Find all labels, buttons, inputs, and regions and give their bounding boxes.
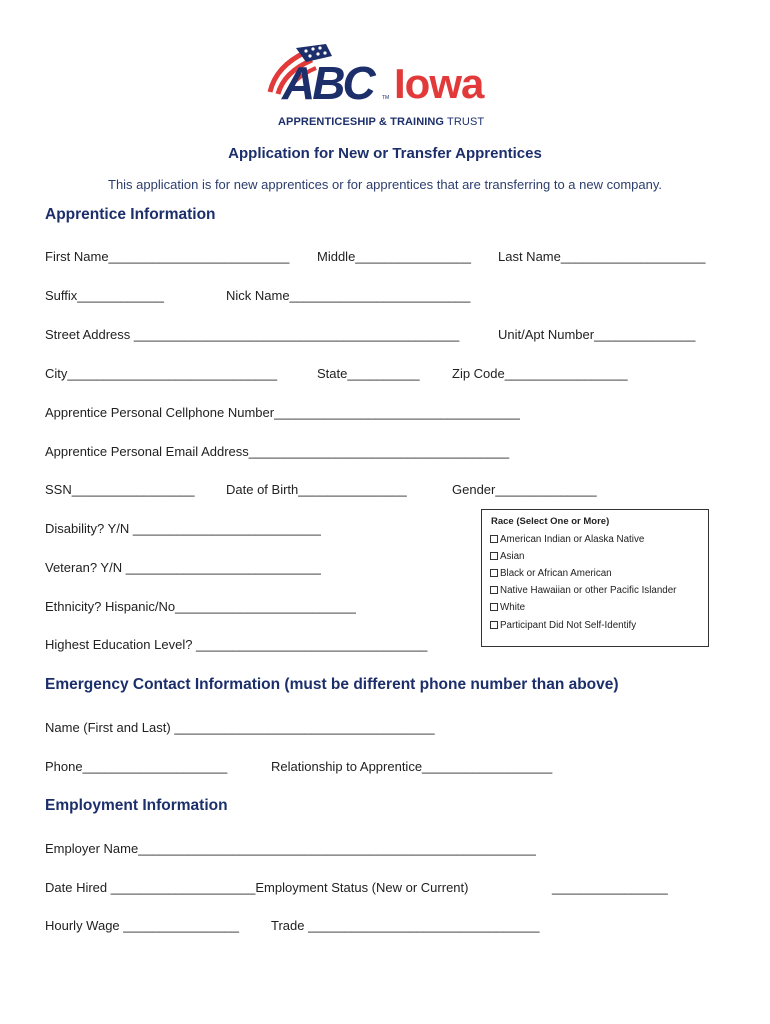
employer-name-field[interactable]: Employer Name_______________________________________________________ — [45, 841, 536, 856]
email-field[interactable]: Apprentice Personal Email Address____________________________________ — [45, 444, 510, 459]
race-option[interactable] — [490, 534, 644, 545]
suffix-field[interactable]: Suffix____________ — [45, 288, 165, 303]
race-title: Race (Select One or More) — [491, 516, 610, 527]
race-option[interactable] — [490, 620, 636, 631]
emergency-name-field[interactable]: Name (First and Last) ____________________________________ — [45, 720, 435, 735]
middle-name-field[interactable]: Middle________________ — [317, 249, 471, 264]
date-hired-field[interactable]: Date Hired ____________________Employment Status (New or Current) — [45, 880, 469, 895]
race-option[interactable] — [490, 551, 525, 562]
logo-abc-text: ABC — [282, 57, 373, 109]
checkbox-icon[interactable] — [490, 552, 498, 560]
logo-trademark: TM — [382, 95, 390, 101]
logo-subtitle-light: TRUST — [444, 116, 485, 128]
race-option-label: American Indian or Alaska Native — [500, 534, 645, 545]
gender-field[interactable]: Gender______________ — [452, 482, 597, 497]
section-heading-apprentice: Apprentice Information — [45, 206, 216, 223]
race-option[interactable] — [490, 602, 525, 613]
checkbox-icon[interactable] — [490, 603, 498, 611]
employment-status-field[interactable]: ________________ — [552, 880, 668, 895]
checkbox-icon[interactable] — [490, 586, 498, 594]
ethnicity-field[interactable]: Ethnicity? Hispanic/No_________________________ — [45, 599, 356, 614]
veteran-field[interactable]: Veteran? Y/N ___________________________ — [45, 560, 321, 575]
state-field[interactable]: State__________ — [317, 366, 420, 381]
race-selection-box — [481, 509, 709, 647]
education-field[interactable]: Highest Education Level? ________________________________ — [45, 637, 428, 652]
intro-text: This application is for new apprentices or for apprentices that are transferring to a new company. — [108, 177, 662, 192]
race-option[interactable] — [490, 585, 676, 596]
relationship-field[interactable]: Relationship to Apprentice__________________ — [271, 759, 553, 774]
emergency-phone-field[interactable]: Phone____________________ — [45, 759, 228, 774]
last-name-field[interactable]: Last Name____________________ — [498, 249, 706, 264]
section-heading-employment: Employment Information — [45, 797, 228, 814]
unit-apt-field[interactable]: Unit/Apt Number______________ — [498, 327, 696, 342]
hourly-wage-field[interactable]: Hourly Wage ________________ — [45, 918, 239, 933]
section-heading-emergency: Emergency Contact Information (must be different phone number than above) — [45, 676, 619, 693]
checkbox-icon[interactable] — [490, 621, 498, 629]
race-option-label: Participant Did Not Self-Identify — [500, 620, 637, 631]
street-address-field[interactable]: Street Address _____________________________________________ — [45, 327, 460, 342]
checkbox-icon[interactable] — [490, 569, 498, 577]
race-option-label: White — [500, 602, 526, 613]
page-title: Application for New or Transfer Apprentices — [228, 145, 542, 162]
date-of-birth-field[interactable]: Date of Birth_______________ — [226, 482, 407, 497]
trade-field[interactable]: Trade ________________________________ — [271, 918, 540, 933]
logo-subtitle-bold: APPRENTICESHIP & TRAINING — [278, 116, 445, 128]
race-option-label: Native Hawaiian or other Pacific Islander — [500, 585, 677, 596]
city-field[interactable]: City_____________________________ — [45, 366, 278, 381]
checkbox-icon[interactable] — [490, 535, 498, 543]
zip-code-field[interactable]: Zip Code_________________ — [452, 366, 628, 381]
abc-iowa-logo — [266, 42, 506, 134]
disability-field[interactable]: Disability? Y/N __________________________ — [45, 521, 321, 536]
race-option-label: Asian — [500, 551, 525, 562]
logo-subtitle — [278, 116, 484, 128]
first-name-field[interactable]: First Name_________________________ — [45, 249, 290, 264]
race-option-label: Black or African American — [500, 568, 612, 579]
logo-iowa-text: Iowa — [394, 60, 484, 107]
cellphone-field[interactable]: Apprentice Personal Cellphone Number__________________________________ — [45, 405, 520, 420]
ssn-field[interactable]: SSN_________________ — [45, 482, 195, 497]
nick-name-field[interactable]: Nick Name_________________________ — [226, 288, 471, 303]
race-option[interactable] — [490, 568, 612, 579]
